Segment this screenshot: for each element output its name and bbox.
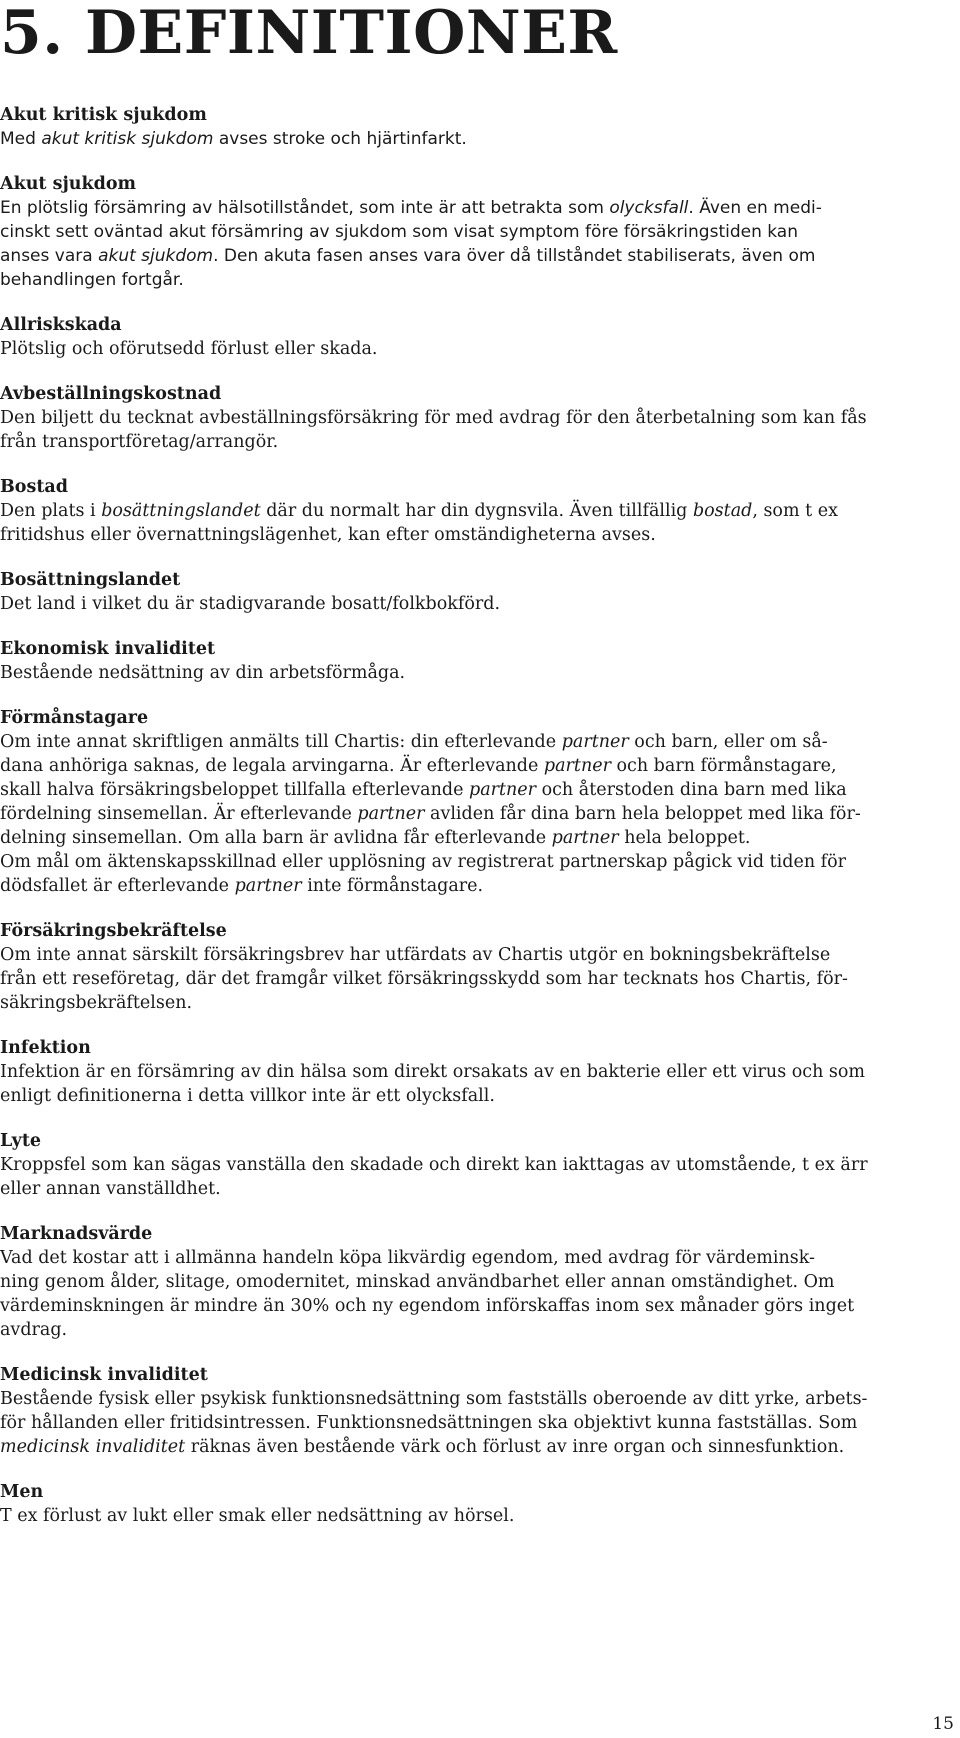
text-segment: Infektion är en försämring av din hälsa som direkt orsakats av en bakterie eller ett virus och som <box>0 1062 866 1082</box>
definition-term: Medicinsk invaliditet <box>0 1365 208 1385</box>
page-title: 5. DEFINITIONER <box>0 0 618 68</box>
page-number: 15 <box>932 1714 954 1734</box>
definition-text <box>0 730 870 898</box>
text-segment: och barn, eller om så- <box>628 732 828 752</box>
text-segment: dana anhöriga saknas, de legala arvingarna. Är efterlevande <box>0 756 544 776</box>
definition-entry <box>0 1480 870 1528</box>
definition-term: Allriskskada <box>0 315 122 335</box>
text-segment: skall halva försäkringsbeloppet tillfalla efterlevande <box>0 780 469 800</box>
definition-entry <box>0 1129 870 1201</box>
emphasized-term: medicinsk invaliditet <box>0 1437 186 1457</box>
text-segment: Vad det kostar att i allmänna handeln köpa likvärdig egendom, med avdrag för värdeminsk- <box>0 1248 815 1268</box>
text-segment: delning sinsemellan. Om alla barn är avlidna får efterlevande <box>0 828 552 848</box>
definition-term: Lyte <box>0 1131 42 1151</box>
text-segment: räknas även bestående värk och förlust av inre organ och sinnesfunktion. <box>185 1437 845 1457</box>
definition-entry <box>0 1036 870 1108</box>
text-segment: enligt definitionerna i detta villkor inte är ett olycksfall. <box>0 1086 495 1106</box>
text-segment: Kroppsfel som kan sägas vanställa den skadade och direkt kan iakttagas av utomstående, t ex ärr <box>0 1155 868 1175</box>
definitions-list <box>0 103 870 1549</box>
definition-term: Men <box>0 1482 44 1502</box>
definition-entry <box>0 475 870 547</box>
text-segment: Bestående nedsättning av din arbetsförmåga. <box>0 663 406 683</box>
definition-term: Marknadsvärde <box>0 1224 153 1244</box>
definition-entry <box>0 706 870 898</box>
text-segment: behandlingen fortgår. <box>0 270 184 290</box>
text-segment: Den biljett du tecknat avbeställningsförsäkring för med avdrag för den återbetalning som kan fås <box>0 408 867 428</box>
definition-entry <box>0 172 870 292</box>
definition-text <box>0 337 870 361</box>
definition-term: Akut kritisk sjukdom <box>0 105 207 125</box>
text-segment: där du normalt har din dygnsvila. Även tillfällig <box>260 501 693 521</box>
emphasized-term: akut kritisk sjukdom <box>41 129 214 149</box>
emphasized-term: partner <box>357 804 425 824</box>
definition-text <box>0 592 870 616</box>
text-segment: från ett reseföretag, där det framgår vilket försäkringsskydd som har tecknats hos Chartis, för- <box>0 969 848 989</box>
text-segment: cinskt sett oväntad akut försämring av sjukdom som visat symptom före försäkringstiden kan <box>0 222 799 242</box>
text-segment: dödsfallet är efterlevande <box>0 876 235 896</box>
definition-entry <box>0 103 870 151</box>
definition-term: Akut sjukdom <box>0 174 137 194</box>
emphasized-term: bosättningslandet <box>101 501 261 521</box>
text-segment: för hållanden eller fritidsintressen. Funktionsnedsättningen ska objektivt kunna fastställas. Som <box>0 1413 858 1433</box>
definition-entry <box>0 568 870 616</box>
definition-term: Ekonomisk invaliditet <box>0 639 216 659</box>
definition-term: Förmånstagare <box>0 708 149 728</box>
text-segment: ning genom ålder, slitage, omodernitet, minskad användbarhet eller annan omständighet. Om <box>0 1272 835 1292</box>
definition-text <box>0 499 870 547</box>
text-segment: Om inte annat skriftligen anmälts till Chartis: din efterlevande <box>0 732 562 752</box>
definition-entry <box>0 313 870 361</box>
definition-text <box>0 196 870 292</box>
definition-text <box>0 661 870 685</box>
text-segment: Det land i vilket du är stadigvarande bosatt/folkbokförd. <box>0 594 501 614</box>
text-segment: och barn förmånstagare, <box>610 756 837 776</box>
definition-term: Avbeställningskostnad <box>0 384 222 404</box>
text-segment: värdeminskningen är mindre än 30% och ny egendom införskaffas inom sex månader görs inget <box>0 1296 855 1316</box>
definition-term: Infektion <box>0 1038 91 1058</box>
definition-text <box>0 406 870 454</box>
definition-entry <box>0 1222 870 1342</box>
emphasized-term: olycksfall <box>609 198 689 218</box>
text-segment: och återstoden dina barn med lika <box>536 780 847 800</box>
text-segment: inte förmånstagare. <box>301 876 484 896</box>
definition-entry <box>0 919 870 1015</box>
definition-term: Bosättningslandet <box>0 570 181 590</box>
definition-entry <box>0 637 870 685</box>
text-segment: Om inte annat särskilt försäkringsbrev har utfärdats av Chartis utgör en bokningsbekräftelse <box>0 945 831 965</box>
text-segment: fritidshus eller övernattningslägenhet, kan efter omständigheterna avses. <box>0 525 656 545</box>
definition-term: Bostad <box>0 477 68 497</box>
emphasized-term: akut sjukdom <box>98 246 214 266</box>
definition-text <box>0 127 870 151</box>
text-segment: Plötslig och oförutsedd förlust eller skada. <box>0 339 378 359</box>
text-segment: Bestående fysisk eller psykisk funktionsnedsättning som fastställs oberoende av ditt yrke, arbets- <box>0 1389 868 1409</box>
text-segment: fördelning sinsemellan. Är efterlevande <box>0 804 358 824</box>
text-segment: avliden får dina barn hela beloppet med lika för- <box>424 804 861 824</box>
definition-text <box>0 1060 870 1108</box>
emphasized-term: partner <box>561 732 629 752</box>
emphasized-term: bostad <box>692 501 753 521</box>
text-segment: Den plats i <box>0 501 102 521</box>
text-segment: från transportföretag/arrangör. <box>0 432 279 452</box>
emphasized-term: partner <box>234 876 302 896</box>
text-segment: hela beloppet. <box>618 828 751 848</box>
text-segment: . Den akuta fasen anses vara över då tillståndet stabiliserats, även om <box>213 246 816 266</box>
text-segment: En plötslig försämring av hälsotillståndet, som inte är att betrakta som <box>0 198 610 218</box>
text-segment: avdrag. <box>0 1320 68 1340</box>
definition-text <box>0 1504 870 1528</box>
text-segment: eller annan vanställdhet. <box>0 1179 221 1199</box>
definition-entry <box>0 1363 870 1459</box>
definition-text <box>0 1387 870 1459</box>
definition-term: Försäkringsbekräftelse <box>0 921 227 941</box>
emphasized-term: partner <box>543 756 611 776</box>
text-segment: anses vara <box>0 246 99 266</box>
text-segment: Med <box>0 129 42 149</box>
emphasized-term: partner <box>551 828 619 848</box>
text-segment: , som t ex <box>752 501 838 521</box>
definition-text <box>0 943 870 1015</box>
text-segment: säkringsbekräftelsen. <box>0 993 193 1013</box>
definition-entry <box>0 382 870 454</box>
definition-text <box>0 1246 870 1342</box>
emphasized-term: partner <box>469 780 537 800</box>
text-segment: T ex förlust av lukt eller smak eller nedsättning av hörsel. <box>0 1506 515 1526</box>
definition-text <box>0 1153 870 1201</box>
text-segment: Om mål om äktenskapsskillnad eller upplösning av registrerat partnerskap pågick vid tiden för <box>0 852 847 872</box>
text-segment: . Även en medi- <box>688 198 822 218</box>
text-segment: avses stroke och hjärtinfarkt. <box>213 129 467 149</box>
